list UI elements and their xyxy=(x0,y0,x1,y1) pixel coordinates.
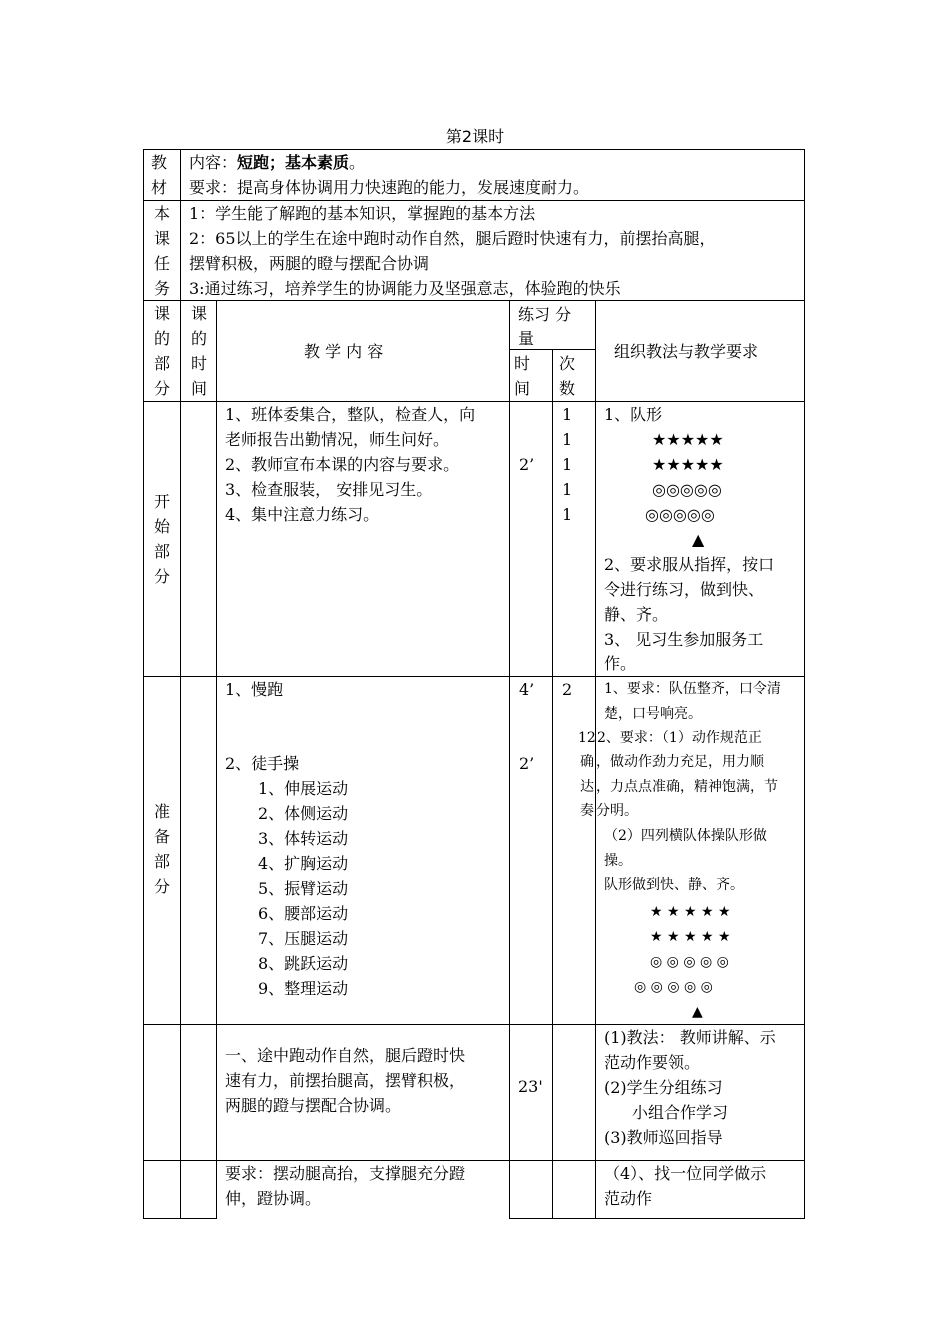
header-practice: 练习 分 xyxy=(518,305,572,324)
prep-method-line: ，力点点准确，精神饱满，节 xyxy=(596,779,778,795)
prep-method-line: 分明。 xyxy=(596,803,638,819)
exercise-item: 1、伸展运动 xyxy=(258,779,349,798)
last-method-line: （4）、找一位同学做示 xyxy=(604,1164,767,1183)
header-sub-time: 时间 xyxy=(514,354,531,398)
grid-line xyxy=(509,1218,805,1219)
start-method-line: 3、 见习生参加服务工 xyxy=(604,630,764,649)
formation-circles: ◎◎◎◎◎ xyxy=(652,480,722,499)
start-count: 1 xyxy=(562,405,573,424)
overflow-text: 奏 xyxy=(580,803,594,819)
basic-method-line: (1)教法： 教师讲解、示 xyxy=(604,1028,776,1047)
prep-item: 2、徒手操 xyxy=(225,754,300,773)
prep-method-line: 操。 xyxy=(604,853,632,869)
formation-circles: ◎ ◎ ◎ ◎ ◎ xyxy=(634,979,713,995)
start-count: 1 xyxy=(562,430,573,449)
start-content-line: 4、集中注意力练习。 xyxy=(225,505,380,524)
start-time: 2’ xyxy=(519,455,535,474)
prep-item: 1、慢跑 xyxy=(225,680,284,699)
prep-item-count: 2 xyxy=(562,680,573,699)
overflow-text: 12 xyxy=(578,730,596,746)
header-sub-count: 次数 xyxy=(559,354,576,398)
formation-stars: ★★★★★ xyxy=(652,430,724,449)
lesson-tasks-label: 本课任务 xyxy=(153,204,170,298)
basic-method-line: (3)教师巡回指导 xyxy=(604,1128,723,1147)
prep-method-line: 楚，口号响亮。 xyxy=(604,706,702,722)
last-content-line: 伸，蹬协调。 xyxy=(225,1189,322,1208)
start-content-line: 1、班体委集合，整队，检查人，向 xyxy=(225,405,476,424)
prep-part-label: 准备部分 xyxy=(153,802,170,896)
content-topic: 短跑；基本素质 xyxy=(237,153,350,172)
exercise-item: 8、跳跃运动 xyxy=(258,954,349,973)
teacher-triangle-icon: ▲ xyxy=(692,530,705,549)
grid-line xyxy=(552,349,553,1219)
teaching-content xyxy=(189,150,365,175)
header-time: 课的时间 xyxy=(190,304,207,398)
content-suffix: 。 xyxy=(349,153,366,172)
start-method-head: 1、队形 xyxy=(604,405,663,424)
header-content: 教 学 内 容 xyxy=(304,342,384,361)
formation-stars: ★ ★ ★ ★ ★ xyxy=(650,929,731,945)
grid-line xyxy=(143,149,144,1219)
overflow-text: 确 xyxy=(580,754,594,770)
formation-circles: ◎ ◎ ◎ ◎ ◎ xyxy=(650,954,729,970)
exercise-item: 4、扩胸运动 xyxy=(258,854,349,873)
start-count: 1 xyxy=(562,455,573,474)
content-prefix: 内容： xyxy=(189,153,238,172)
grid-line xyxy=(180,149,181,301)
exercise-item: 7、压腿运动 xyxy=(258,929,349,948)
start-content-line: 2、教师宣布本课的内容与要求。 xyxy=(225,455,460,474)
teaching-material-label: 教材 xyxy=(150,153,167,197)
grid-line xyxy=(804,149,805,1219)
header-amount: 量 xyxy=(518,329,535,348)
basic-content-line: 一、途中跑动作自然，腿后蹬时快 xyxy=(225,1046,466,1065)
basic-method-line: 小组合作学习 xyxy=(632,1103,729,1122)
start-method-line: 2、要求服从指挥，按口 xyxy=(604,555,775,574)
prep-item-time: 2’ xyxy=(519,754,535,773)
exercise-item: 6、腰部运动 xyxy=(258,904,349,923)
formation-stars: ★ ★ ★ ★ ★ xyxy=(650,904,731,920)
start-count: 1 xyxy=(562,480,573,499)
exercise-item: 3、体转运动 xyxy=(258,829,349,848)
prep-method-line: ，做动作劲力充足，用力顺 xyxy=(596,754,764,770)
grid-line xyxy=(509,300,510,1219)
start-method-line: 静、齐。 xyxy=(604,605,669,624)
grid-line xyxy=(180,300,181,1219)
task-line: 3:通过练习，培养学生的协调能力及坚强意志，体验跑的快乐 xyxy=(189,279,621,298)
teaching-requirement: 要求：提高身体协调用力快速跑的能力，发展速度耐力。 xyxy=(189,178,590,197)
basic-content-line: 两腿的蹬与摆配合协调。 xyxy=(225,1096,402,1115)
formation-stars: ★★★★★ xyxy=(652,455,724,474)
header-method: 组织教法与教学要求 xyxy=(614,342,759,361)
prep-item-time: 4’ xyxy=(519,680,535,699)
grid-line xyxy=(216,300,217,1219)
prep-method-line: 1、要求：队伍整齐，口令清 xyxy=(604,681,781,697)
last-method-line: 范动作 xyxy=(604,1189,653,1208)
prep-method-line: 2、要求：（1）动作规范正 xyxy=(597,730,762,746)
formation-circles: ◎◎◎◎◎ xyxy=(645,505,715,524)
last-content-line: 要求：摆动腿高抬，支撑腿充分蹬 xyxy=(225,1164,466,1183)
start-content-line: 老师报告出勤情况，师生问好。 xyxy=(225,430,450,449)
task-line: 摆臂积极，两腿的瞪与摆配合协调 xyxy=(189,254,430,273)
basic-time: 23' xyxy=(518,1077,543,1096)
prep-method-line: （2）四列横队体操队形做 xyxy=(604,828,767,844)
teacher-triangle-icon: ▲ xyxy=(692,1004,703,1020)
overflow-text: 达 xyxy=(580,779,594,795)
exercise-item: 2、体侧运动 xyxy=(258,804,349,823)
task-line: 1：学生能了解跑的基本知识，掌握跑的基本方法 xyxy=(189,204,536,223)
exercise-item: 5、振臂运动 xyxy=(258,879,349,898)
header-part: 课的部分 xyxy=(153,304,170,398)
task-line: 2：65以上的学生在途中跑时动作自然，腿后蹬时快速有力，前摆抬高腿， xyxy=(189,229,716,248)
prep-method-line: 队形做到快、静、齐。 xyxy=(604,877,744,893)
start-method-line: 作。 xyxy=(604,654,637,673)
page-title: 第2课时 xyxy=(445,127,505,146)
basic-method-line: (2)学生分组练习 xyxy=(604,1078,723,1097)
start-method-line: 令进行练习，做到快、 xyxy=(604,580,765,599)
start-content-line: 3、检查服装， 安排见习生。 xyxy=(225,480,433,499)
start-part-label: 开始部分 xyxy=(153,492,170,586)
exercise-item: 9、整理运动 xyxy=(258,979,349,998)
basic-content-line: 速有力，前摆抬腿高，摆臂积极， xyxy=(225,1071,466,1090)
basic-method-line: 范动作要领。 xyxy=(604,1053,701,1072)
start-count: 1 xyxy=(562,505,573,524)
